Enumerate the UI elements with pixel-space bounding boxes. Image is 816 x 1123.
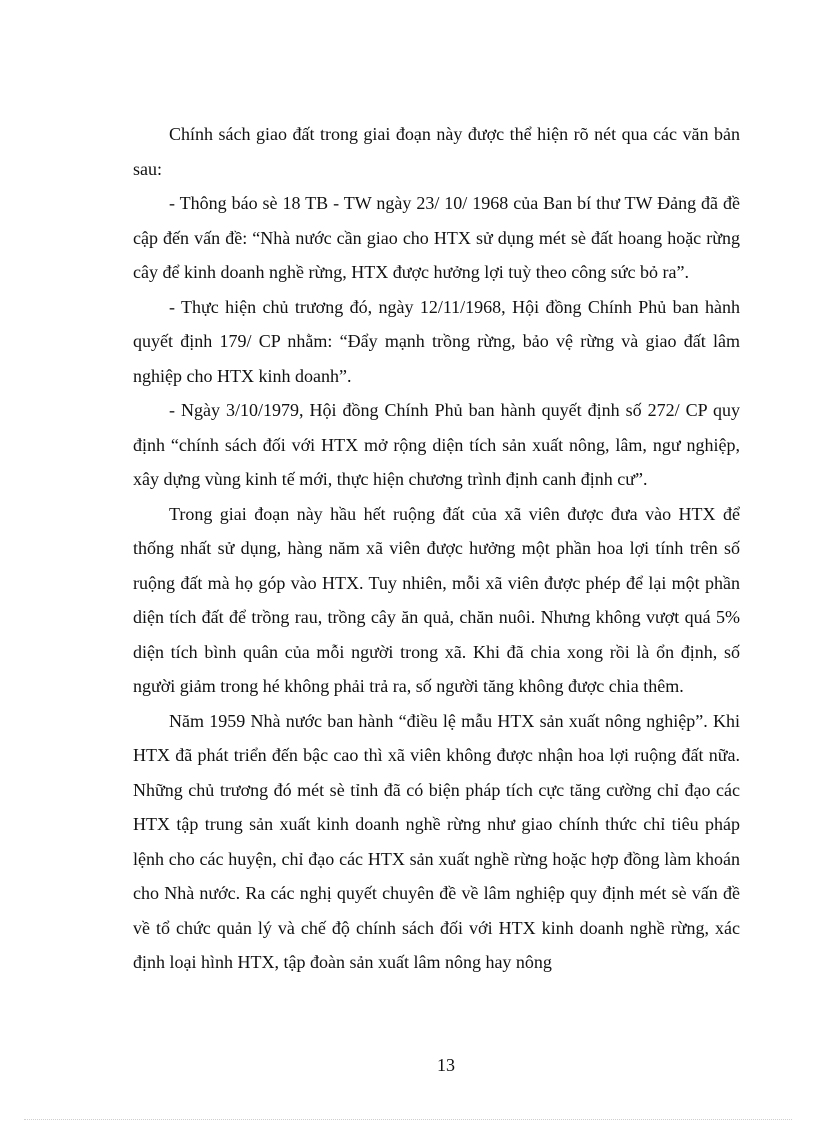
document-body <box>133 117 740 980</box>
paragraph-1959-charter: Năm 1959 Nhà nước ban hành “điều lệ mẫu HTX sản xuất nông nghiệp”. Khi HTX đã phát triển đến bậc cao thì xã viên không được nhận hoa lợi ruộng đất nữa. Những chủ trương đó mét sè tỉnh đã có biện pháp tích cực tăng cường chỉ đạo các HTX tập trung sản xuất kinh doanh nghề rừng như giao chính thức chỉ tiêu pháp lệnh cho các huyện, chỉ đạo các HTX sản xuất nghề rừng hoặc hợp đồng làm khoán cho Nhà nước. Ra các nghị quyết chuyên đề về lâm nghiệp quy định mét sè vấn đề về tổ chức quản lý và chế độ chính sách đối với HTX kinh doanh nghề rừng, xác định loại hình HTX, tập đoàn sản xuất lâm nông hay nông <box>133 710 740 972</box>
paragraph-decision-272-cp: - Ngày 3/10/1979, Hội đồng Chính Phủ ban hành quyết định số 272/ CP quy định “chính sách đối với HTX mở rộng diện tích sản xuất nông, lâm, ngư nghiệp, xây dựng vùng kinh tế mới, thực hiện chương trình định canh định cư”. <box>133 400 740 489</box>
paragraph-land-use: Trong giai đoạn này hầu hết ruộng đất của xã viên được đưa vào HTX để thống nhất sử dụng, hàng năm xã viên được hưởng một phần hoa lợi tính trên số ruộng đất mà họ góp vào HTX. Tuy nhiên, mỗi xã viên được phép để lại một phần diện tích đất để trồng rau, trồng cây ăn quả, chăn nuôi. Nhưng không vượt quá 5% diện tích bình quân của mỗi người trong xã. Khi đã chia xong rồi là ổn định, số người giảm trong hé không phải trả ra, số người tăng không được chia thêm. <box>133 503 740 696</box>
paragraph-intro: Chính sách giao đất trong giai đoạn này được thể hiện rõ nét qua các văn bản sau: <box>133 124 740 179</box>
paragraph-notice-18-tb: - Thông báo sè 18 TB - TW ngày 23/ 10/ 1968 của Ban bí thư TW Đảng đã đề cập đến vấn đề: “Nhà nước cần giao cho HTX sử dụng mét sè đất hoang hoặc rừng cây để kinh doanh nghề rừng, HTX được hưởng lợi tuỳ theo công sức bỏ ra”. <box>133 193 740 282</box>
page-number: 13 <box>437 1055 455 1075</box>
paragraph-decision-179-cp: - Thực hiện chủ trương đó, ngày 12/11/1968, Hội đồng Chính Phủ ban hành quyết định 179/ CP nhằm: “Đẩy mạnh trồng rừng, bảo vệ rừng và giao đất lâm nghiệp cho HTX kinh doanh”. <box>133 296 740 386</box>
footer-divider <box>24 1119 792 1120</box>
